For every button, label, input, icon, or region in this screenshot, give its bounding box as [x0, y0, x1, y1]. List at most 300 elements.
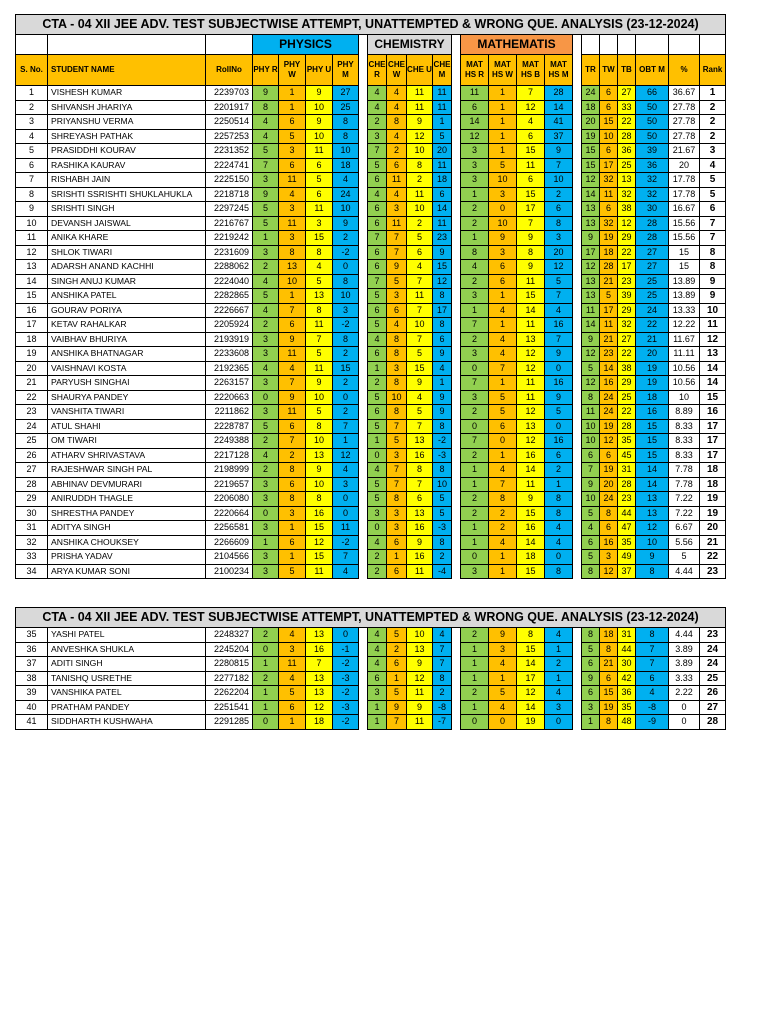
table-cell: 3: [279, 506, 306, 521]
table-cell: 2: [461, 202, 489, 217]
table-cell: 20: [669, 158, 700, 173]
column-gap: [452, 700, 461, 715]
table-cell: 17: [700, 419, 726, 434]
table-cell: 32: [618, 187, 636, 202]
table-cell: 12: [582, 260, 600, 275]
table-cell: 1: [253, 700, 279, 715]
student-name-cell: SHRESTHA PANDEY: [48, 506, 206, 521]
analysis-table-2: [15, 607, 726, 730]
table-cell: 24: [600, 390, 618, 405]
table-cell: 5: [306, 173, 333, 188]
column-gap: [452, 100, 461, 115]
table-cell: 10: [407, 202, 433, 217]
table-cell: 0: [545, 550, 573, 565]
column-gap: [452, 144, 461, 159]
table-cell: 10: [489, 216, 517, 231]
table-cell: 25: [700, 671, 726, 686]
table-cell: 29: [618, 376, 636, 391]
table-cell: 4: [433, 628, 452, 643]
table-cell: 11: [582, 303, 600, 318]
table-cell: 17: [16, 318, 48, 333]
maths-section-header: MATHEMATIS: [461, 35, 573, 55]
table-cell: 4: [368, 100, 387, 115]
column-gap: [359, 405, 368, 420]
column-gap: [359, 144, 368, 159]
column-gap: [573, 100, 582, 115]
col-header-che-r: CHE R: [368, 55, 387, 86]
table-cell: 4: [368, 642, 387, 657]
table-cell: 10: [582, 419, 600, 434]
table-cell: 0: [253, 390, 279, 405]
table-cell: 11: [600, 318, 618, 333]
roll-no-cell: 2218718: [206, 187, 253, 202]
table-cell: 0: [333, 260, 359, 275]
roll-no-cell: 2250514: [206, 115, 253, 130]
column-gap: [359, 216, 368, 231]
table-cell: -2: [333, 535, 359, 550]
student-name-cell: RAJESHWAR SINGH PAL: [48, 463, 206, 478]
table-cell: 11: [517, 158, 545, 173]
table-cell: 6: [582, 686, 600, 701]
table-cell: 1: [253, 686, 279, 701]
table-cell: 28: [636, 231, 669, 246]
table-cell: 2: [253, 260, 279, 275]
student-name-cell: VANSHITA TIWARI: [48, 405, 206, 420]
table-row: [16, 332, 726, 347]
table-cell: 13: [407, 642, 433, 657]
table-row: [16, 535, 726, 550]
roll-no-cell: 2231609: [206, 245, 253, 260]
table-cell: 24: [700, 642, 726, 657]
roll-no-cell: 2219242: [206, 231, 253, 246]
table-cell: 21: [600, 332, 618, 347]
table-cell: 2: [461, 405, 489, 420]
table-cell: 5: [368, 158, 387, 173]
table-cell: 2: [545, 657, 573, 672]
table-row: [16, 434, 726, 449]
column-gap: [452, 187, 461, 202]
student-name-cell: ANVESHKA SHUKLA: [48, 642, 206, 657]
table-cell: 5: [253, 419, 279, 434]
table-cell: 16: [517, 448, 545, 463]
table-cell: 3: [253, 347, 279, 362]
table-cell: -2: [333, 686, 359, 701]
column-gap: [359, 535, 368, 550]
table-cell: 21: [636, 332, 669, 347]
table-cell: 1: [368, 361, 387, 376]
table-cell: 6: [489, 260, 517, 275]
table-cell: 26: [16, 448, 48, 463]
table-cell: 3: [387, 202, 407, 217]
table-cell: 7.78: [669, 477, 700, 492]
column-gap: [452, 535, 461, 550]
table-cell: 25: [636, 274, 669, 289]
table-cell: 15: [306, 521, 333, 536]
table-cell: 13: [306, 686, 333, 701]
table-cell: 7: [461, 376, 489, 391]
column-gap: [452, 463, 461, 478]
table-cell: 0: [333, 492, 359, 507]
table-cell: 4: [489, 657, 517, 672]
table-cell: 0: [461, 419, 489, 434]
table-cell: 23: [618, 274, 636, 289]
column-gap: [573, 376, 582, 391]
table-cell: 6: [517, 129, 545, 144]
table-cell: 50: [636, 129, 669, 144]
table-cell: 1: [279, 289, 306, 304]
table-cell: 11.11: [669, 347, 700, 362]
table-row: [16, 700, 726, 715]
table-cell: 27: [333, 86, 359, 101]
column-gap: [573, 434, 582, 449]
table-row: [16, 289, 726, 304]
table-cell: 17: [600, 303, 618, 318]
col-header-mat-w: MAT HS W: [489, 55, 517, 86]
table-cell: 27: [618, 332, 636, 347]
table-cell: 12: [517, 434, 545, 449]
column-gap: [452, 419, 461, 434]
table-cell: 22: [636, 318, 669, 333]
table-cell: 10: [433, 477, 452, 492]
table-cell: 5: [700, 173, 726, 188]
table-cell: 11: [517, 274, 545, 289]
table-row: [16, 115, 726, 130]
table-cell: 12: [582, 347, 600, 362]
table-cell: 8: [16, 187, 48, 202]
column-gap: [359, 187, 368, 202]
table-cell: 7: [517, 86, 545, 101]
table-cell: 8: [333, 274, 359, 289]
table-cell: -7: [433, 715, 452, 730]
table-cell: 5: [279, 129, 306, 144]
table-cell: 15: [636, 448, 669, 463]
column-gap: [452, 158, 461, 173]
table-cell: 25: [618, 390, 636, 405]
table-cell: 2: [387, 642, 407, 657]
column-gap: [573, 173, 582, 188]
table-cell: 5: [368, 477, 387, 492]
student-name-cell: TANISHQ USRETHE: [48, 671, 206, 686]
table-cell: 24: [16, 419, 48, 434]
table-cell: 14: [517, 535, 545, 550]
table-cell: 11: [279, 657, 306, 672]
column-gap: [573, 463, 582, 478]
table-cell: 7: [407, 477, 433, 492]
table-row: [16, 448, 726, 463]
table-cell: 5: [368, 390, 387, 405]
table-cell: -3: [433, 521, 452, 536]
student-name-cell: PRIYANSHU VERMA: [48, 115, 206, 130]
table-cell: 10.56: [669, 361, 700, 376]
table-cell: 15: [407, 361, 433, 376]
column-gap: [573, 129, 582, 144]
table-cell: 13: [582, 289, 600, 304]
student-name-cell: ATUL SHAHI: [48, 419, 206, 434]
table-cell: 8: [279, 492, 306, 507]
table-cell: 17: [618, 260, 636, 275]
table-cell: 3.33: [669, 671, 700, 686]
table-cell: 14: [545, 100, 573, 115]
table-cell: 0: [489, 434, 517, 449]
column-gap: [359, 318, 368, 333]
table-cell: 7: [433, 657, 452, 672]
column-gap: [452, 303, 461, 318]
table-cell: 39: [16, 686, 48, 701]
column-gap: [359, 303, 368, 318]
table-cell: 10: [582, 434, 600, 449]
table-cell: 4: [489, 535, 517, 550]
analysis-table-1: [15, 14, 726, 579]
table-cell: 16: [16, 303, 48, 318]
table-cell: 8: [279, 245, 306, 260]
table-cell: 7: [461, 318, 489, 333]
column-gap: [359, 231, 368, 246]
table-cell: 40: [16, 700, 48, 715]
table-cell: 7: [433, 642, 452, 657]
table-row: [16, 274, 726, 289]
table-cell: 1: [333, 434, 359, 449]
table-cell: -2: [433, 434, 452, 449]
table-cell: 3: [253, 492, 279, 507]
column-gap: [452, 260, 461, 275]
table-cell: 10: [600, 129, 618, 144]
table-cell: 32: [618, 318, 636, 333]
table-cell: 8: [700, 245, 726, 260]
table-cell: 2: [407, 173, 433, 188]
table-cell: 1: [489, 318, 517, 333]
table-cell: 15: [582, 144, 600, 159]
table-cell: 6: [387, 303, 407, 318]
column-gap: [452, 477, 461, 492]
table-cell: 4: [545, 628, 573, 643]
roll-no-cell: 2224040: [206, 274, 253, 289]
table-cell: 2: [700, 100, 726, 115]
table-cell: 4: [368, 332, 387, 347]
column-gap: [359, 434, 368, 449]
table-cell: 5: [407, 405, 433, 420]
table-row: [16, 477, 726, 492]
table-cell: 6: [582, 535, 600, 550]
table-cell: 9: [636, 550, 669, 565]
table-cell: 2: [368, 550, 387, 565]
table-cell: 3: [253, 521, 279, 536]
column-gap: [573, 332, 582, 347]
table-row: [16, 390, 726, 405]
table-cell: 4: [407, 260, 433, 275]
table-cell: 5: [669, 550, 700, 565]
table-row: [16, 671, 726, 686]
table-cell: 3: [461, 564, 489, 579]
table-cell: 23: [700, 628, 726, 643]
table-cell: 5: [253, 216, 279, 231]
table-cell: 12: [636, 521, 669, 536]
table-cell: 7: [407, 332, 433, 347]
table-cell: 12: [517, 405, 545, 420]
table-cell: 1: [461, 303, 489, 318]
table-cell: 28: [618, 129, 636, 144]
column-gap: [359, 86, 368, 101]
table-cell: 1: [387, 671, 407, 686]
table-cell: 22: [618, 405, 636, 420]
roll-no-cell: 2219657: [206, 477, 253, 492]
roll-no-cell: 2233608: [206, 347, 253, 362]
table-cell: 13: [306, 448, 333, 463]
table-cell: 32: [16, 535, 48, 550]
col-header-che-w: CHE W: [387, 55, 407, 86]
column-gap: [573, 700, 582, 715]
table-cell: 2: [253, 671, 279, 686]
column-gap: [452, 129, 461, 144]
table-cell: 16.67: [669, 202, 700, 217]
table-cell: 11: [517, 390, 545, 405]
table-cell: 6: [279, 419, 306, 434]
table-cell: 1: [489, 100, 517, 115]
col-header-phy-r: PHY R: [253, 55, 279, 86]
table-cell: 11: [407, 86, 433, 101]
table-cell: 19: [582, 129, 600, 144]
table-cell: 29: [618, 303, 636, 318]
table-cell: 4: [461, 260, 489, 275]
table-cell: 49: [618, 550, 636, 565]
table-cell: 11: [517, 477, 545, 492]
table-cell: 8.33: [669, 434, 700, 449]
table-cell: 8: [333, 332, 359, 347]
table-cell: 1: [461, 700, 489, 715]
table-cell: 8.33: [669, 448, 700, 463]
table-cell: 1: [461, 477, 489, 492]
table-cell: 9: [582, 332, 600, 347]
table-cell: 2: [545, 463, 573, 478]
table-cell: 13: [517, 419, 545, 434]
roll-no-cell: 2211862: [206, 405, 253, 420]
table-cell: 11: [16, 231, 48, 246]
column-gap: [452, 390, 461, 405]
table-cell: 5: [368, 419, 387, 434]
table-cell: 9: [700, 274, 726, 289]
table-cell: 38: [618, 202, 636, 217]
column-gap: [452, 231, 461, 246]
roll-no-cell: 2256581: [206, 521, 253, 536]
table-body-2: [16, 628, 726, 730]
column-gap: [452, 628, 461, 643]
table-cell: 3: [279, 642, 306, 657]
col-header-rank: Rank: [700, 55, 726, 86]
column-gap: [452, 173, 461, 188]
table-cell: 9: [433, 405, 452, 420]
table-cell: 18: [517, 550, 545, 565]
table-cell: 11: [306, 202, 333, 217]
table-cell: 6: [700, 202, 726, 217]
table-cell: 5: [279, 686, 306, 701]
table-cell: 4: [333, 463, 359, 478]
table-cell: 5: [545, 405, 573, 420]
table-cell: 14: [517, 657, 545, 672]
table-cell: 2: [433, 550, 452, 565]
column-gap: [452, 550, 461, 565]
table-cell: 8: [600, 715, 618, 730]
table-cell: 1: [545, 642, 573, 657]
table-cell: 35: [618, 700, 636, 715]
table-cell: 11: [407, 686, 433, 701]
table-cell: 8.33: [669, 419, 700, 434]
roll-no-cell: 2220664: [206, 506, 253, 521]
table-row: [16, 376, 726, 391]
table-cell: 5: [387, 434, 407, 449]
table-cell: -2: [333, 657, 359, 672]
table-cell: 9: [433, 245, 452, 260]
table-cell: 23: [700, 564, 726, 579]
table-cell: 1: [253, 535, 279, 550]
table-cell: 3: [387, 361, 407, 376]
table-cell: 19: [636, 361, 669, 376]
table-cell: 6: [582, 657, 600, 672]
table-cell: 7: [387, 477, 407, 492]
column-gap: [573, 86, 582, 101]
table-cell: 14: [582, 318, 600, 333]
table-cell: 15: [306, 231, 333, 246]
table-cell: 1: [489, 289, 517, 304]
table-cell: 4: [253, 115, 279, 130]
column-gap: [452, 289, 461, 304]
table-cell: 1: [253, 657, 279, 672]
table-row: [16, 419, 726, 434]
table-cell: 7: [368, 274, 387, 289]
roll-no-cell: 2277182: [206, 671, 253, 686]
table-cell: 18: [636, 390, 669, 405]
table-cell: -3: [333, 700, 359, 715]
table-cell: 6: [368, 202, 387, 217]
table-cell: 8.89: [669, 405, 700, 420]
table-cell: 0: [253, 715, 279, 730]
table-cell: 10: [333, 289, 359, 304]
table-cell: 11: [279, 173, 306, 188]
table-cell: 10: [279, 274, 306, 289]
table-cell: 6: [368, 347, 387, 362]
column-gap: [452, 657, 461, 672]
table-cell: 6: [306, 187, 333, 202]
table-cell: 11: [306, 318, 333, 333]
column-gap: [359, 448, 368, 463]
table-cell: 3: [333, 303, 359, 318]
table-cell: 11: [306, 144, 333, 159]
table-cell: 9: [407, 535, 433, 550]
table-cell: 1: [461, 671, 489, 686]
table-cell: 2: [279, 448, 306, 463]
table-cell: 44: [618, 642, 636, 657]
column-gap: [359, 289, 368, 304]
column-gap: [452, 347, 461, 362]
table-row: [16, 492, 726, 507]
table-cell: 11: [517, 318, 545, 333]
table-cell: 10: [333, 144, 359, 159]
table-cell: 8: [545, 492, 573, 507]
table-cell: 5: [582, 506, 600, 521]
column-gap: [359, 129, 368, 144]
student-name-cell: YASHI PATEL: [48, 628, 206, 643]
table-cell: 28: [618, 477, 636, 492]
table-cell: 19: [636, 376, 669, 391]
table-cell: 12: [700, 332, 726, 347]
table-cell: 14: [582, 187, 600, 202]
roll-no-cell: 2297245: [206, 202, 253, 217]
table-cell: 3: [16, 115, 48, 130]
table-cell: 6: [407, 492, 433, 507]
table-cell: 19: [16, 347, 48, 362]
table-cell: 20: [545, 245, 573, 260]
table-cell: 4: [16, 129, 48, 144]
table-cell: 11: [306, 361, 333, 376]
student-name-cell: VANSHIKA PATEL: [48, 686, 206, 701]
